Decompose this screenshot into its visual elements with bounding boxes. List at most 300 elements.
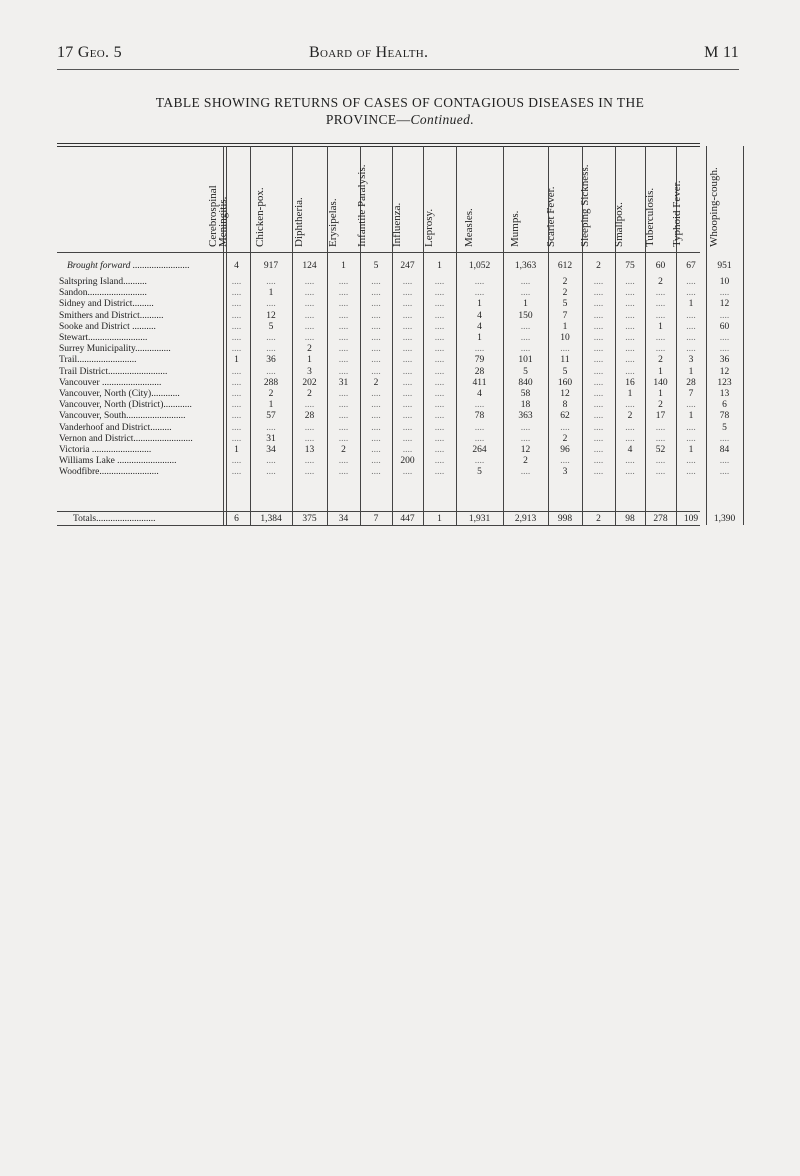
table-cell: 840 xyxy=(518,377,533,388)
table-cell: 3 xyxy=(307,366,312,377)
table-cell: .... xyxy=(402,310,413,321)
table-cell: 13 xyxy=(304,445,315,455)
table-cell: .... xyxy=(520,333,531,343)
table-cell: .... xyxy=(304,467,315,478)
title-line-2-prefix: PROVINCE— xyxy=(325,112,411,127)
table-cell: .... xyxy=(719,310,730,321)
table-cell: .... xyxy=(338,389,349,399)
table-cell: .... xyxy=(655,299,666,310)
table-cell: .... xyxy=(266,467,276,478)
table-cell: .... xyxy=(655,456,666,467)
table-cell: .... xyxy=(625,321,635,332)
table-cell: 31 xyxy=(338,377,349,388)
table-cell: 2 xyxy=(562,288,568,299)
table-cell: .... xyxy=(655,310,666,321)
row-label: Williams Lake ......................... xyxy=(59,456,177,467)
table-cell: 12 xyxy=(520,445,531,455)
column-header-label: Measles. xyxy=(462,208,475,247)
table-cell: 264 xyxy=(472,445,487,455)
totals-cell: 7 xyxy=(373,514,379,524)
table-cell: 2 xyxy=(523,456,528,467)
table-cell: .... xyxy=(266,366,276,377)
table-cell: .... xyxy=(304,299,315,310)
table-cell: .... xyxy=(434,433,445,444)
table-cell: .... xyxy=(434,422,445,433)
brought-forward-cell: 1,363 xyxy=(514,261,537,271)
column-header-label: Infantile Paralysis. xyxy=(356,164,368,247)
table-cell: 3 xyxy=(688,355,694,366)
table-cell: 1 xyxy=(234,355,239,366)
table-cell: .... xyxy=(231,400,242,411)
brought-forward-cell: 2 xyxy=(596,261,601,271)
table-bottom-rule xyxy=(57,525,700,526)
table-cell: 7 xyxy=(562,310,568,321)
table-cell: .... xyxy=(434,445,445,455)
row-label: Trail District......................... xyxy=(59,366,168,377)
table-cell: 31 xyxy=(266,433,276,444)
totals-cell: 98 xyxy=(625,514,635,524)
table-cell: 57 xyxy=(266,411,276,422)
table-cell: 2 xyxy=(307,389,312,399)
table-cell: .... xyxy=(371,389,381,399)
table-cell: 150 xyxy=(518,310,533,321)
table-cell: .... xyxy=(338,288,349,299)
brought-forward-cell: 1 xyxy=(437,261,442,271)
row-label: Sidney and District......... xyxy=(59,299,154,310)
table-cell: .... xyxy=(593,377,604,388)
table-cell: 1 xyxy=(658,321,663,332)
table-cell: .... xyxy=(304,321,315,332)
totals-cell: 1,384 xyxy=(260,514,282,524)
table-cell: 2 xyxy=(341,445,346,455)
table-cell: .... xyxy=(371,433,381,444)
table-cell: .... xyxy=(560,422,570,433)
table-cell: 13 xyxy=(719,389,730,399)
table-cell: .... xyxy=(686,400,696,411)
table-cell: .... xyxy=(434,456,445,467)
table-cell: .... xyxy=(593,411,604,422)
table-cell: 5 xyxy=(722,422,727,433)
brought-forward-cell: 67 xyxy=(686,261,696,271)
row-label: Vancouver, North (City)............ xyxy=(59,389,180,399)
table-cell: .... xyxy=(434,288,445,299)
table-cell: .... xyxy=(434,344,445,355)
table-cell: .... xyxy=(266,422,276,433)
table-cell: .... xyxy=(593,277,604,287)
table-cell: 58 xyxy=(520,389,531,399)
table-cell: .... xyxy=(593,433,604,444)
table-cell: 17 xyxy=(655,411,666,422)
column-header-label: Erysipelas. xyxy=(326,198,339,247)
totals-cell: 375 xyxy=(302,514,317,524)
table-cell: 36 xyxy=(719,355,730,366)
table-cell: 96 xyxy=(560,445,570,455)
table-cell: 1 xyxy=(523,299,528,310)
table-cell: .... xyxy=(402,433,413,444)
totals-cell: 109 xyxy=(683,514,699,524)
column-header xyxy=(392,149,423,247)
table-cell: .... xyxy=(474,422,485,433)
table-cell: .... xyxy=(474,400,485,411)
table-cell: .... xyxy=(625,400,635,411)
table-cell: .... xyxy=(304,288,315,299)
table-cell: .... xyxy=(402,288,413,299)
table-cell: 28 xyxy=(304,411,315,422)
table-cell: 4 xyxy=(477,321,482,332)
table-cell: 78 xyxy=(719,411,730,422)
brought-forward-cell: 917 xyxy=(263,261,279,271)
table-cell: 78 xyxy=(474,411,485,422)
totals-cell: 34 xyxy=(338,514,349,524)
totals-cell: 2,913 xyxy=(514,514,537,524)
table-cell: 5 xyxy=(268,321,274,332)
header-left: 17 Geo. 5 xyxy=(57,44,122,61)
table-cell: 288 xyxy=(263,377,279,388)
table-cell: .... xyxy=(655,467,666,478)
column-header xyxy=(503,149,548,247)
table-cell: .... xyxy=(338,366,349,377)
table-cell: .... xyxy=(371,445,381,455)
table-cell: .... xyxy=(719,456,730,467)
row-label: Trail......................... xyxy=(59,355,137,366)
column-header xyxy=(545,149,582,247)
table-cell: 84 xyxy=(719,445,730,455)
table-cell: 62 xyxy=(560,411,570,422)
totals-cell: 1 xyxy=(437,514,442,524)
table-cell: 123 xyxy=(717,377,732,388)
column-header-label: Leprosy. xyxy=(422,208,435,247)
table-cell: .... xyxy=(655,422,666,433)
table-cell: 2 xyxy=(658,277,663,287)
column-header-label: Sleeping Sickness. xyxy=(578,164,591,247)
table-cell: .... xyxy=(434,277,445,287)
table-cell: .... xyxy=(371,333,381,343)
table-cell: .... xyxy=(402,366,413,377)
table-cell: 1 xyxy=(562,321,568,332)
table-cell: .... xyxy=(625,422,635,433)
table-title xyxy=(50,94,750,128)
table-cell: .... xyxy=(371,400,381,411)
row-label: Woodfibre......................... xyxy=(59,467,159,478)
table-cell: .... xyxy=(593,288,604,299)
table-cell: .... xyxy=(371,411,381,422)
table-cell: .... xyxy=(686,433,696,444)
table-cell: 2 xyxy=(268,389,274,399)
table-cell: 12 xyxy=(560,389,570,399)
table-cell: .... xyxy=(304,456,315,467)
brought-forward-cell: 75 xyxy=(625,261,635,271)
table-cell: .... xyxy=(434,321,445,332)
table-cell: .... xyxy=(338,456,349,467)
table-cell: .... xyxy=(520,288,531,299)
table-cell: 5 xyxy=(562,366,568,377)
totals-cell: 278 xyxy=(653,514,668,524)
table-cell: 12 xyxy=(719,366,730,377)
row-label: Brought forward ........................ xyxy=(67,261,190,271)
table-cell: .... xyxy=(338,467,349,478)
table-cell: .... xyxy=(304,333,315,343)
table-cell: 8 xyxy=(562,400,568,411)
table-cell: .... xyxy=(434,310,445,321)
row-label: Vanderhoof and District......... xyxy=(59,422,172,433)
table-cell: 2 xyxy=(658,355,663,366)
totals-cell: 6 xyxy=(234,514,239,524)
table-cell: .... xyxy=(434,299,445,310)
table-cell: .... xyxy=(338,333,349,343)
row-label: Vancouver, North (District)............ xyxy=(59,400,192,411)
totals-cell: 2 xyxy=(596,514,601,524)
table-cell: 12 xyxy=(719,299,730,310)
table-cell: .... xyxy=(338,422,349,433)
table-cell: .... xyxy=(474,277,485,287)
table-cell: 52 xyxy=(655,445,666,455)
table-cell: .... xyxy=(371,456,381,467)
table-cell: .... xyxy=(231,299,242,310)
table-cell: 2 xyxy=(373,377,379,388)
table-cell: 1 xyxy=(658,366,663,377)
table-cell: 10 xyxy=(719,277,730,287)
table-cell: .... xyxy=(655,288,666,299)
header-right: M 11 xyxy=(704,44,739,61)
table-cell: .... xyxy=(371,355,381,366)
table-cell: .... xyxy=(371,344,381,355)
table-cell: .... xyxy=(371,422,381,433)
row-label: Vancouver ......................... xyxy=(59,377,162,388)
table-cell: .... xyxy=(719,467,730,478)
column-header-label: Smallpox. xyxy=(613,202,625,247)
table-cell: .... xyxy=(402,377,413,388)
table-cell: .... xyxy=(266,277,276,287)
table-cell: .... xyxy=(231,389,242,399)
table-cell: .... xyxy=(520,344,531,355)
table-cell: .... xyxy=(625,344,635,355)
column-header-label: Typhoid Fever. xyxy=(671,180,683,247)
table-cell: .... xyxy=(686,277,696,287)
table-cell: 363 xyxy=(518,411,533,422)
table-cell: .... xyxy=(231,377,242,388)
table-cell: .... xyxy=(371,321,381,332)
table-cell: .... xyxy=(402,277,413,287)
table-cell: 34 xyxy=(266,445,276,455)
brought-forward-cell: 612 xyxy=(557,261,573,271)
table-cell: .... xyxy=(402,400,413,411)
table-cell: 28 xyxy=(474,366,485,377)
table-cell: .... xyxy=(434,377,445,388)
table-cell: 1 xyxy=(627,389,633,399)
table-cell: .... xyxy=(686,467,696,478)
table-cell: .... xyxy=(655,344,666,355)
table-cell: .... xyxy=(625,277,635,287)
table-cell: .... xyxy=(686,310,696,321)
table-cell: .... xyxy=(371,310,381,321)
table-top-rule-2 xyxy=(57,146,700,147)
table-cell: 18 xyxy=(520,400,531,411)
table-cell: .... xyxy=(338,310,349,321)
table-cell: 1 xyxy=(688,299,694,310)
table-cell: 6 xyxy=(722,400,727,411)
page-header xyxy=(57,44,739,68)
row-label: Vancouver, South......................... xyxy=(59,411,186,422)
table-cell: .... xyxy=(338,400,349,411)
table-cell: .... xyxy=(304,277,315,287)
table-cell: 16 xyxy=(625,377,635,388)
table-cell: 411 xyxy=(472,377,487,388)
column-header-label: Chicken-pox. xyxy=(254,187,266,247)
table-cell: 1 xyxy=(268,288,274,299)
row-label: Victoria ......................... xyxy=(59,445,152,455)
table-cell: 1 xyxy=(688,366,694,377)
table-cell: .... xyxy=(593,389,604,399)
table-cell: 2 xyxy=(658,400,663,411)
column-header xyxy=(671,149,706,247)
brought-forward-cell: 1 xyxy=(341,261,346,271)
table-cell: .... xyxy=(474,433,485,444)
table-cell: .... xyxy=(338,355,349,366)
table-cell: .... xyxy=(231,333,242,343)
table-cell: .... xyxy=(686,333,696,343)
column-header xyxy=(706,149,743,247)
table-cell: 1 xyxy=(477,299,482,310)
table-cell: .... xyxy=(266,344,276,355)
table-cell: .... xyxy=(402,355,413,366)
column-header-label: Influenza. xyxy=(390,202,403,247)
table-cell: .... xyxy=(593,333,604,343)
table-cell: .... xyxy=(231,277,242,287)
table-cell: .... xyxy=(593,456,604,467)
table-cell: .... xyxy=(231,344,242,355)
table-cell: .... xyxy=(231,433,242,444)
table-cell: .... xyxy=(593,299,604,310)
table-cell: .... xyxy=(434,400,445,411)
row-label: Surrey Municipality............... xyxy=(59,344,171,355)
table-cell: .... xyxy=(434,411,445,422)
table-cell: .... xyxy=(719,433,730,444)
table-cell: .... xyxy=(402,389,413,399)
table-cell: .... xyxy=(593,310,604,321)
table-cell: 101 xyxy=(518,355,533,366)
header-bottom-rule xyxy=(57,252,700,253)
table-cell: .... xyxy=(266,333,276,343)
table-cell: .... xyxy=(520,422,531,433)
table-cell: 4 xyxy=(477,389,482,399)
column-header-label: Tuberculosis. xyxy=(643,187,656,247)
table-cell: 1 xyxy=(688,411,694,422)
column-divider xyxy=(743,146,744,525)
table-cell: 1 xyxy=(307,355,312,366)
table-cell: .... xyxy=(593,344,604,355)
table-cell: .... xyxy=(434,389,445,399)
table-cell: .... xyxy=(593,467,604,478)
column-header xyxy=(615,149,645,247)
table-cell: 1 xyxy=(688,445,694,455)
table-cell: .... xyxy=(593,321,604,332)
table-cell: .... xyxy=(434,467,445,478)
table-cell: .... xyxy=(402,344,413,355)
table-cell: 2 xyxy=(307,344,312,355)
brought-forward-cell: 951 xyxy=(717,261,732,271)
table-top-rule xyxy=(57,143,700,144)
table-cell: .... xyxy=(402,321,413,332)
table-cell: 1 xyxy=(268,400,274,411)
brought-forward-cell: 5 xyxy=(373,261,379,271)
brought-forward-cell: 1,052 xyxy=(468,261,491,271)
row-label: Saltspring Island.......... xyxy=(59,277,147,287)
header-center: Board of Health. xyxy=(309,44,429,61)
row-label: Vernon and District......................... xyxy=(59,433,193,444)
table-cell: 1 xyxy=(477,333,482,343)
title-line-2-italic: Continued. xyxy=(410,112,475,127)
table-cell: .... xyxy=(625,333,635,343)
table-cell: .... xyxy=(231,288,242,299)
table-cell: .... xyxy=(474,288,485,299)
column-header xyxy=(578,149,615,247)
table-cell: 2 xyxy=(562,433,568,444)
brought-forward-cell: 124 xyxy=(302,261,317,271)
table-cell: 7 xyxy=(688,389,694,399)
disease-table xyxy=(57,143,736,525)
table-cell: 28 xyxy=(686,377,696,388)
table-cell: .... xyxy=(304,310,315,321)
table-cell: .... xyxy=(560,456,570,467)
table-cell: .... xyxy=(593,445,604,455)
table-cell: .... xyxy=(371,366,381,377)
table-cell: .... xyxy=(593,355,604,366)
table-cell: .... xyxy=(304,400,315,411)
table-cell: .... xyxy=(434,355,445,366)
table-cell: 2 xyxy=(562,277,568,287)
row-label: Sandon......................... xyxy=(59,288,147,299)
totals-top-rule xyxy=(57,511,700,512)
table-cell: 5 xyxy=(477,467,482,478)
table-cell: 1 xyxy=(234,445,239,455)
table-cell: .... xyxy=(434,333,445,343)
totals-cell: 1,390 xyxy=(713,514,736,524)
column-header-label: Scarlet Fever. xyxy=(545,186,557,247)
table-cell: .... xyxy=(719,333,730,343)
table-cell: .... xyxy=(474,344,485,355)
table-cell: 5 xyxy=(523,366,528,377)
table-cell: 10 xyxy=(560,333,570,343)
table-cell: .... xyxy=(402,411,413,422)
table-cell: .... xyxy=(686,288,696,299)
table-cell: .... xyxy=(520,321,531,332)
table-cell: 4 xyxy=(627,445,633,455)
table-cell: .... xyxy=(338,433,349,444)
column-header xyxy=(356,149,392,247)
title-line-1: TABLE SHOWING RETURNS OF CASES OF CONTAGIOUS DISEASES IN THE xyxy=(155,95,645,110)
table-cell: .... xyxy=(338,344,349,355)
table-cell: .... xyxy=(593,422,604,433)
table-cell: 60 xyxy=(719,321,730,332)
table-cell: .... xyxy=(686,321,696,332)
column-header-label: Whooping-cough. xyxy=(707,167,720,247)
table-cell: .... xyxy=(338,277,349,287)
brought-forward-cell: 4 xyxy=(234,261,239,271)
brought-forward-cell: 247 xyxy=(400,261,415,271)
table-cell: .... xyxy=(593,366,604,377)
table-cell: .... xyxy=(371,277,381,287)
table-cell: .... xyxy=(593,400,604,411)
table-cell: .... xyxy=(338,411,349,422)
column-header-label: Cerebrospinal Meningitis. xyxy=(206,185,229,247)
table-cell: .... xyxy=(231,366,242,377)
row-label: Stewart......................... xyxy=(59,333,148,343)
totals-cell: 447 xyxy=(400,514,415,524)
table-cell: 36 xyxy=(266,355,276,366)
row-label: Totals......................... xyxy=(73,514,156,524)
table-cell: .... xyxy=(304,422,315,433)
table-cell: .... xyxy=(625,288,635,299)
